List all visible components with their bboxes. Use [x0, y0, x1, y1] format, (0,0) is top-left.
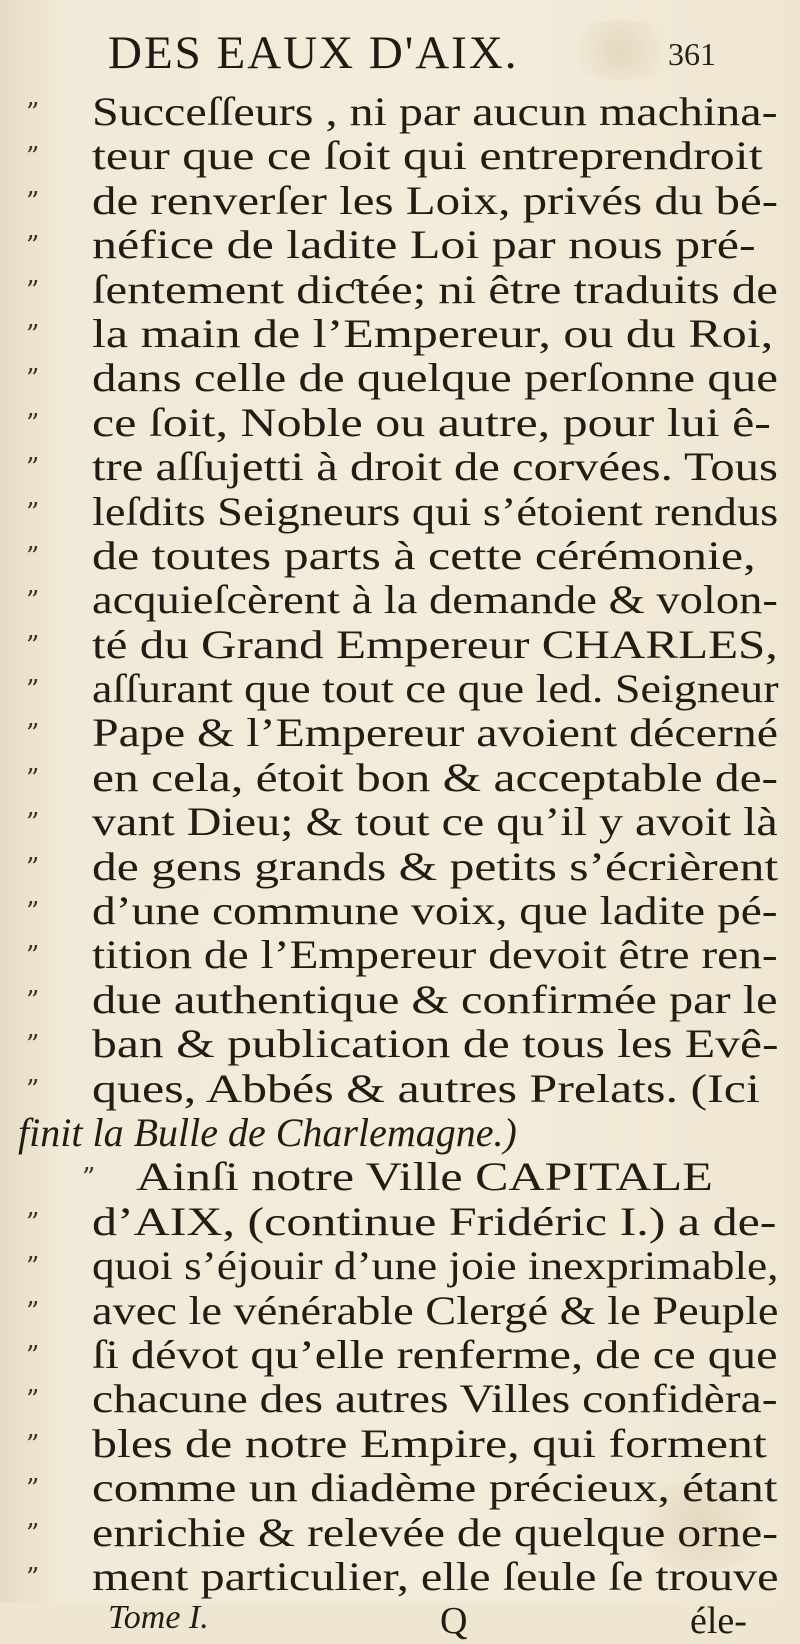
- signature-mark: Q: [440, 1600, 468, 1643]
- line-text: due authentique & confirmée par le: [92, 976, 778, 1022]
- line-text: ban & publication de tous les Evê-: [92, 1021, 779, 1067]
- quote-mark: ”: [26, 808, 38, 839]
- page-footer: [0, 1599, 800, 1643]
- quote-mark: ”: [26, 1030, 38, 1061]
- text-line: [0, 1111, 800, 1155]
- quote-mark: ”: [26, 630, 38, 661]
- line-text: dans celle de quelque perſonne que: [92, 355, 778, 401]
- quote-mark: ”: [26, 1562, 38, 1593]
- text-line: [0, 1200, 800, 1244]
- line-text: Pape & l’Empereur avoient décerné: [92, 710, 778, 756]
- line-text: aſſurant que tout ce que led. Seigneur: [92, 666, 779, 712]
- quote-mark: ”: [26, 1385, 38, 1416]
- line-text: Ainſi notre Ville CAPITALE: [136, 1154, 713, 1200]
- line-text: ce ſoit, Noble ou autre, pour lui ê-: [92, 399, 771, 445]
- line-text: acquieſcèrent à la demande & volon-: [92, 577, 778, 623]
- volume-label: Tome I.: [108, 1599, 209, 1637]
- text-line: [0, 1466, 800, 1510]
- line-text: de toutes parts à cette cérémonie,: [92, 532, 756, 578]
- line-text: té du Grand Empereur CHARLES,: [92, 621, 778, 667]
- text-line: [0, 134, 800, 178]
- line-text: vant Dieu; & tout ce qu’il y avoit là: [92, 799, 778, 845]
- line-text: en cela, étoit bon & acceptable de-: [92, 754, 779, 800]
- catchword: éle-: [690, 1600, 747, 1643]
- text-line: [0, 1022, 800, 1066]
- line-text: bles de notre Empire, qui forment: [92, 1420, 767, 1466]
- text-line: [0, 534, 800, 578]
- text-line: [0, 1377, 800, 1421]
- text-line: [0, 800, 800, 844]
- quote-mark: ”: [26, 319, 38, 350]
- quote-mark: ”: [26, 1074, 38, 1105]
- quote-mark: ”: [26, 364, 38, 395]
- text-line: [0, 356, 800, 400]
- text-line: [0, 933, 800, 977]
- text-line: [0, 179, 800, 223]
- quote-mark: ”: [26, 453, 38, 484]
- text-line: [0, 1333, 800, 1377]
- quote-mark: ”: [26, 186, 38, 217]
- text-line: [0, 889, 800, 933]
- line-text: la main de l’Empereur, ou du Roi,: [92, 310, 774, 356]
- quote-mark: ”: [26, 719, 38, 750]
- body-text: [0, 90, 800, 1644]
- text-line: [0, 756, 800, 800]
- text-line: [0, 1067, 800, 1111]
- quote-mark: ”: [26, 586, 38, 617]
- quote-mark: ”: [26, 1296, 38, 1327]
- line-text: de gens grands & petits s’écrièrent: [92, 843, 779, 889]
- page-number: 361: [668, 36, 716, 72]
- line-text: ſentement diƈtée; ni être traduits de: [92, 266, 778, 312]
- line-text: ment particulier, elle ſeule ſe trouve: [92, 1553, 779, 1599]
- quote-mark: ”: [26, 275, 38, 306]
- line-text: néfice de ladite Loi par nous pré-: [92, 222, 756, 268]
- text-line: [0, 90, 800, 134]
- text-line: [0, 711, 800, 755]
- text-line: [0, 268, 800, 312]
- line-text: ſi dévot qu’elle renferme, de ce que: [92, 1331, 778, 1377]
- line-text: quoi s’éjouir d’une joie inexprimable,: [92, 1243, 779, 1289]
- line-text: tition de l’Empereur devoit être ren-: [92, 932, 778, 978]
- quote-mark: ”: [82, 1163, 94, 1194]
- quote-mark: ”: [26, 98, 38, 128]
- quote-mark: ”: [26, 763, 38, 794]
- text-line: [0, 445, 800, 489]
- text-line: [0, 312, 800, 356]
- text-line: [0, 1244, 800, 1288]
- quote-mark: ”: [26, 1207, 38, 1238]
- text-line: [0, 1422, 800, 1466]
- text-line: [0, 1555, 800, 1599]
- text-line: [0, 978, 800, 1022]
- line-text: chacune des autres Villes confidèra-: [92, 1376, 778, 1422]
- text-line: [0, 401, 800, 445]
- text-line: [0, 490, 800, 534]
- text-line: [0, 845, 800, 889]
- quote-mark: ”: [26, 1429, 38, 1460]
- line-text: avec le vénérable Clergé & le Peuple: [92, 1287, 779, 1333]
- quote-mark: ”: [26, 408, 38, 439]
- quote-mark: ”: [26, 541, 38, 572]
- quote-mark: ”: [26, 231, 38, 262]
- line-text: teur que ce ſoit qui entreprendroit: [92, 133, 763, 179]
- quote-mark: ”: [26, 941, 38, 972]
- text-line: [0, 623, 800, 667]
- quote-mark: ”: [26, 897, 38, 928]
- running-title: DES EAUX D'AIX.: [108, 27, 519, 79]
- quote-mark: ”: [26, 985, 38, 1016]
- quote-mark: ”: [26, 675, 38, 706]
- line-text: leſdits Seigneurs qui s’étoient rendus: [92, 488, 779, 534]
- line-text: ques, Abbés & autres Prelats. (Ici: [92, 1065, 760, 1111]
- quote-mark: ”: [26, 1474, 38, 1505]
- quote-mark: ”: [26, 1340, 38, 1371]
- line-text: d’une commune voix, que ladite pé-: [92, 888, 778, 934]
- text-line: [0, 223, 800, 267]
- text-line: [0, 667, 800, 711]
- line-text: d’AIX, (continue Fridéric I.) a de-: [92, 1198, 777, 1244]
- quote-mark: ”: [26, 1252, 38, 1283]
- page-header: [0, 22, 800, 82]
- text-line: [0, 578, 800, 622]
- line-text: finit la Bulle de Charlemagne.): [18, 1109, 517, 1155]
- quote-mark: ”: [26, 497, 38, 528]
- line-text: Succeſſeurs , ni par aucun machina-: [92, 89, 778, 134]
- text-line: [0, 1155, 800, 1199]
- text-line: [0, 1511, 800, 1555]
- text-line: [0, 1289, 800, 1333]
- line-text: enrichie & relevée de quelque orne-: [92, 1509, 779, 1555]
- line-text: tre aſſujetti à droit de corvées. Tous: [92, 444, 778, 490]
- quote-mark: ”: [26, 852, 38, 883]
- line-text: de renverſer les Loix, privés du bé-: [92, 177, 778, 223]
- quote-mark: ”: [26, 142, 38, 173]
- line-text: comme un diadème précieux, étant: [92, 1465, 778, 1511]
- quote-mark: ”: [26, 1518, 38, 1549]
